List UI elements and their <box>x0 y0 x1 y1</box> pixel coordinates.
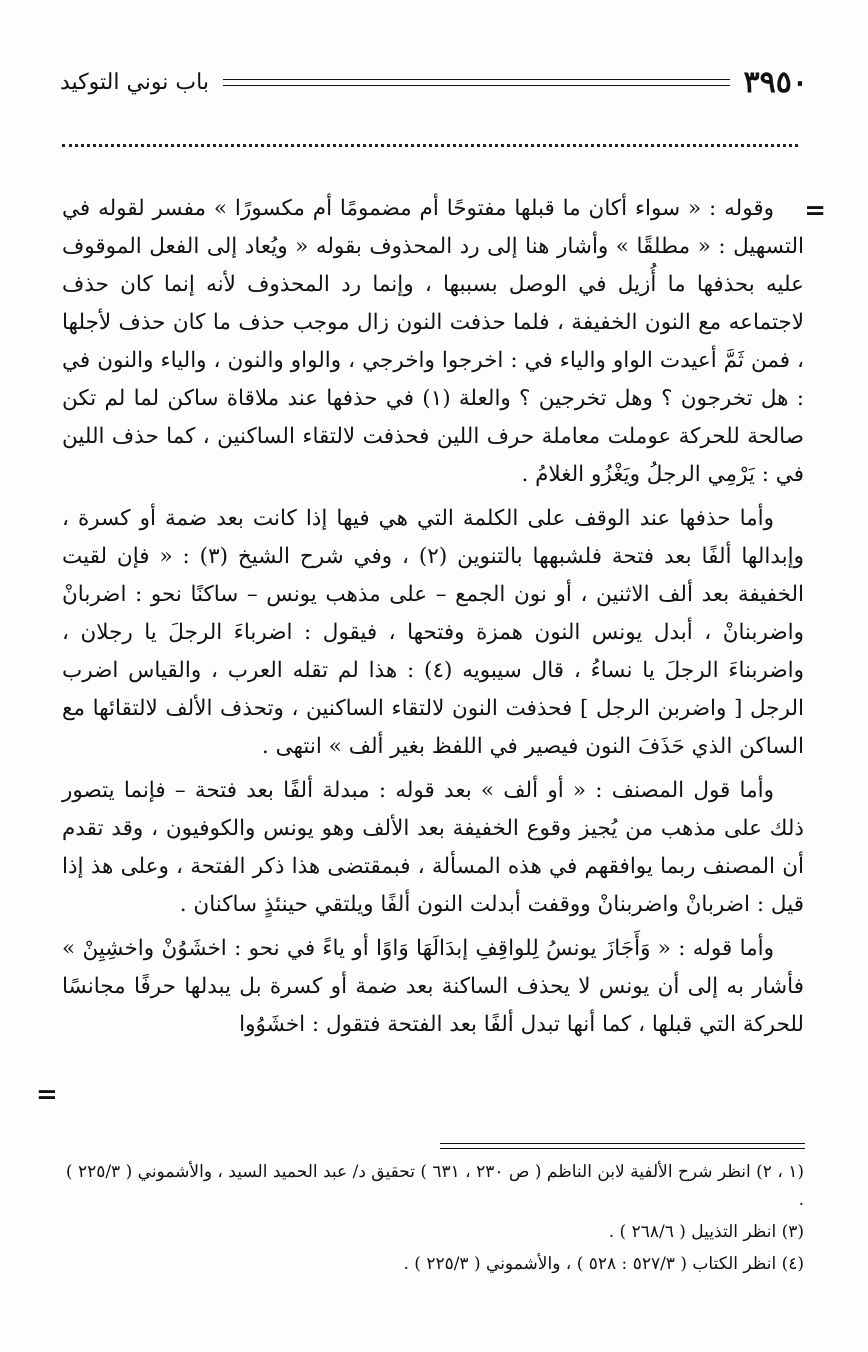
paragraph: وأما قوله : « وَأَجَازَ يونسُ لِلواقِفِ إبدَالَهَا وَاوًا أو ياءً في نحو : اخشَوُنْ واخشِيِنْ » فأشار به إلى أن يونس لا يحذف الساكنة بعد ضمة أو كسرة بل يبدلها حرفًا مجانسًا للحركة التي قبلها ، كما أنها تبدل ألفًا بعد الفتحة فتقول : اخشَوُوا <box>62 936 804 1037</box>
footnote-rule <box>440 1143 805 1149</box>
continuation-mark-top: = <box>804 196 826 226</box>
page-header <box>60 62 808 102</box>
main-text <box>62 190 804 1050</box>
footnotes <box>62 1158 804 1282</box>
footnote: (١ ، ٢) انظر شرح الألفية لابن الناظم ( ص ٢٣٠ ، ٦٣١ ) تحقيق د/ عبد الحميد السيد ، والأشموني ( ٢٢٥/٣ ) . <box>65 1162 804 1210</box>
running-title: باب نوني التوكيد <box>60 69 209 95</box>
footnote: (٣) انظر التذييل ( ٢٦٨/٦ ) . <box>608 1222 804 1242</box>
header-rule <box>223 79 730 86</box>
paragraph: وأما قول المصنف : « أو ألف » بعد قوله : مبدلة ألفًا بعد فتحة – فإنما يتصور ذلك على مذهب من يُجيز وقوع الخفيفة بعد الألف وهو يونس والكوفيون ، وقد تقدم أن المصنف ربما يوافقهم في هذه المسألة ، فبمقتضى هذا ذكر الفتحة ، وعلى هذ إذا قيل : اضربانْ واضربنانْ ووقفت أبدلت النون ألفًا ويلتقي حينئذٍ ساكنان . <box>62 778 804 917</box>
continuation-mark-bottom: = <box>36 1080 58 1110</box>
footnote: (٤) انظر الكتاب ( ٥٢٧/٣ : ٥٢٨ ) ، والأشموني ( ٢٢٥/٣ ) . <box>403 1254 804 1274</box>
paragraph: وأما حذفها عند الوقف على الكلمة التي هي فيها إذا كانت بعد ضمة أو كسرة ، وإبدالها ألفًا بعد فتحة فلشبهها بالتنوين (٢) ، وفي شرح الشيخ (٣) : « فإن لقيت الخفيفة بعد ألف الاثنين ، أو نون الجمع – على مذهب يونس – ساكنًا نحو : اضربانْ واضربنانْ ، أبدل يونس النون همزة وفتحها ، فيقول : اضرباءَ الرجلَ يا رجلان ، واضربناءَ الرجلَ يا نساءُ ، قال سيبويه (٤) : هذا لم تقله العرب ، والقياس اضرب الرجل [ واضربن الرجل ] فحذفت النون لالتقاء الساكنين ، وتحذف الألف لالتقائها مع الساكن الذي حَذَفَ النون فيصير في اللفظ بغير ألف » انتهى . <box>62 506 804 759</box>
page-number: ٣٩٥٠ <box>743 64 808 100</box>
paragraph: وقوله : « سواء أكان ما قبلها مفتوحًا أم مضمومًا أم مكسورًا » مفسر لقوله في التسهيل : « مطلقًا » وأشار هنا إلى رد المحذوف بقوله « ويُعاد إلى الفعل الموقوف عليه بحذفها ما أُزيل في الوصل بسببها ، وإنما رد المحذوف لأنه إنما كان حذف لاجتماعه مع النون الخفيفة ، فلما حذفت النون زال موجب حذف ما كان حذف لأجلها ، فمن ثَمَّ أعيدت الواو والياء في : اخرجوا واخرجي ، والواو والنون ، والياء والنون في : هل تخرجون ؟ وهل تخرجين ؟ والعلة (١) في حذفها عند ملاقاة ساكن لما لم تكن صالحة للحركة عوملت معاملة حرف اللين فحذفت لالتقاء الساكنين ، كما حذف اللين في : يَرْمِي الرجلُ ويَغْزُو الغلامُ . <box>62 196 804 487</box>
dotted-separator <box>62 134 798 147</box>
